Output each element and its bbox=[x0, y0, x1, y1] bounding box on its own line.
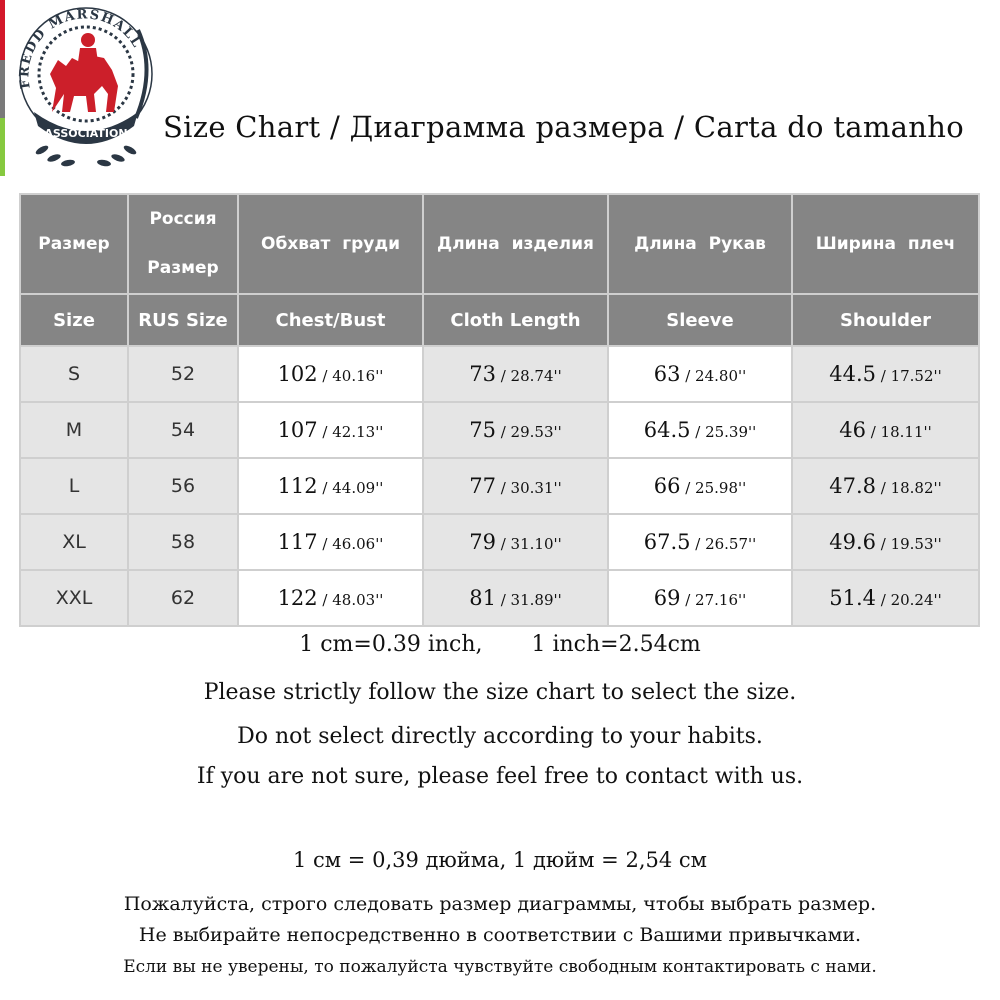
instruction-en-1: Please strictly follow the size chart to select the size. bbox=[203, 680, 797, 705]
sleeve-cm: 66 bbox=[653, 474, 681, 498]
cell-length bbox=[423, 570, 608, 626]
cell-sleeve bbox=[608, 346, 792, 402]
cell-length bbox=[423, 402, 608, 458]
length-cm: 79 bbox=[469, 530, 496, 554]
cell-chest bbox=[238, 570, 423, 626]
cell-chest bbox=[238, 458, 423, 514]
header-shoulder-ru: Ширина плеч bbox=[792, 194, 979, 294]
sleeve-inch: / 25.39'' bbox=[690, 423, 757, 441]
brand-logo bbox=[8, 0, 158, 175]
header-size-en: Size bbox=[20, 294, 128, 346]
chest-inch: / 44.09'' bbox=[317, 479, 384, 497]
sleeve-inch: / 26.57'' bbox=[690, 535, 757, 553]
header-sleeve-en: Sleeve bbox=[608, 294, 792, 346]
instruction-en-2: Do not select directly according to your habits. bbox=[237, 724, 763, 749]
cell-size: S bbox=[20, 346, 128, 402]
sleeve-cm: 67.5 bbox=[643, 530, 691, 554]
seal-ribbon-text: ASSOCIATION bbox=[44, 127, 128, 140]
cell-chest bbox=[238, 514, 423, 570]
cell-sleeve bbox=[608, 570, 792, 626]
header-row-en bbox=[20, 294, 979, 346]
length-inch: / 31.10'' bbox=[495, 535, 562, 553]
cell-rus-size: 62 bbox=[128, 570, 238, 626]
cell-size: XXL bbox=[20, 570, 128, 626]
cell-shoulder bbox=[792, 570, 979, 626]
length-cm: 73 bbox=[469, 362, 496, 386]
chest-cm: 122 bbox=[277, 586, 318, 610]
instruction-en-3: If you are not sure, please feel free to contact with us. bbox=[196, 764, 804, 789]
table-row bbox=[20, 570, 979, 626]
cell-sleeve bbox=[608, 514, 792, 570]
header-length-en: Cloth Length bbox=[423, 294, 608, 346]
length-cm: 77 bbox=[469, 474, 496, 498]
brand-stripe-gray bbox=[0, 60, 5, 118]
shoulder-cm: 51.4 bbox=[829, 586, 876, 610]
length-inch: / 29.53'' bbox=[495, 423, 562, 441]
instruction-ru-1: Пожалуйста, строго следовать размер диаграммы, чтобы выбрать размер. bbox=[123, 893, 877, 915]
shoulder-cm: 44.5 bbox=[829, 362, 876, 386]
header-chest-en: Chest/Bust bbox=[238, 294, 423, 346]
shoulder-cm: 47.8 bbox=[829, 474, 876, 498]
cell-length bbox=[423, 346, 608, 402]
cell-sleeve bbox=[608, 402, 792, 458]
length-inch: / 30.31'' bbox=[495, 479, 562, 497]
table-row bbox=[20, 514, 979, 570]
header-rus-size-ru-line1: Россия bbox=[149, 209, 217, 229]
cell-rus-size: 56 bbox=[128, 458, 238, 514]
cell-length bbox=[423, 458, 608, 514]
conversion-note-ru: 1 см = 0,39 дюйма, 1 дюйм = 2,54 см bbox=[293, 848, 707, 872]
shoulder-inch: / 20.24'' bbox=[875, 591, 942, 609]
cell-rus-size: 58 bbox=[128, 514, 238, 570]
cell-shoulder bbox=[792, 346, 979, 402]
shoulder-inch: / 17.52'' bbox=[875, 367, 942, 385]
header-length-ru: Длина изделия bbox=[423, 194, 608, 294]
chest-inch: / 48.03'' bbox=[317, 591, 384, 609]
header-rus-size-ru-line2: Размер bbox=[147, 258, 219, 278]
cell-shoulder bbox=[792, 514, 979, 570]
shoulder-inch: / 18.11'' bbox=[865, 423, 932, 441]
cell-rus-size: 52 bbox=[128, 346, 238, 402]
chest-inch: / 40.16'' bbox=[317, 367, 384, 385]
chest-cm: 102 bbox=[277, 362, 318, 386]
table-row bbox=[20, 346, 979, 402]
header-sleeve-ru: Длина Рукав bbox=[608, 194, 792, 294]
size-chart-table bbox=[19, 193, 980, 627]
brand-stripe-green bbox=[0, 118, 5, 176]
header-rus-size-ru bbox=[128, 194, 238, 294]
chest-cm: 112 bbox=[277, 474, 318, 498]
shoulder-inch: / 18.82'' bbox=[875, 479, 942, 497]
sleeve-cm: 64.5 bbox=[643, 418, 691, 442]
header-chest-ru: Обхват груди bbox=[238, 194, 423, 294]
table-row bbox=[20, 458, 979, 514]
cell-size: L bbox=[20, 458, 128, 514]
cell-size: M bbox=[20, 402, 128, 458]
header-size-ru: Размер bbox=[20, 194, 128, 294]
sleeve-cm: 63 bbox=[653, 362, 681, 386]
header-rus-size-en: RUS Size bbox=[128, 294, 238, 346]
shoulder-inch: / 19.53'' bbox=[875, 535, 942, 553]
sleeve-cm: 69 bbox=[653, 586, 681, 610]
cell-rus-size: 54 bbox=[128, 402, 238, 458]
table-row bbox=[20, 402, 979, 458]
chest-inch: / 46.06'' bbox=[317, 535, 384, 553]
chest-inch: / 42.13'' bbox=[317, 423, 384, 441]
length-inch: / 28.74'' bbox=[495, 367, 562, 385]
header-row-ru bbox=[20, 194, 979, 294]
cell-chest bbox=[238, 402, 423, 458]
cell-sleeve bbox=[608, 458, 792, 514]
shoulder-cm: 49.6 bbox=[829, 530, 876, 554]
sleeve-inch: / 25.98'' bbox=[680, 479, 747, 497]
cell-shoulder bbox=[792, 458, 979, 514]
cell-chest bbox=[238, 346, 423, 402]
header-shoulder-en: Shoulder bbox=[792, 294, 979, 346]
conversion-note-en: 1 cm=0.39 inch, 1 inch=2.54cm bbox=[299, 632, 701, 657]
cell-length bbox=[423, 514, 608, 570]
length-cm: 75 bbox=[469, 418, 496, 442]
chest-cm: 107 bbox=[277, 418, 318, 442]
page-title: Size Chart / Диаграмма размера / Carta do tamanho bbox=[163, 110, 964, 144]
sleeve-inch: / 27.16'' bbox=[680, 591, 747, 609]
shoulder-cm: 46 bbox=[839, 418, 866, 442]
cell-size: XL bbox=[20, 514, 128, 570]
sleeve-inch: / 24.80'' bbox=[680, 367, 747, 385]
instruction-ru-2: Не выбирайте непосредственно в соответствии с Вашими привычками. bbox=[138, 924, 862, 946]
length-cm: 81 bbox=[469, 586, 496, 610]
cell-shoulder bbox=[792, 402, 979, 458]
seal-arc-text: FREDD MARSHALL bbox=[17, 7, 145, 90]
chest-cm: 117 bbox=[277, 530, 318, 554]
length-inch: / 31.89'' bbox=[495, 591, 562, 609]
brand-stripe-red bbox=[0, 0, 5, 60]
instruction-ru-3: Если вы не уверены, то пожалуйста чувствуйте свободным контактировать с нами. bbox=[123, 957, 877, 977]
